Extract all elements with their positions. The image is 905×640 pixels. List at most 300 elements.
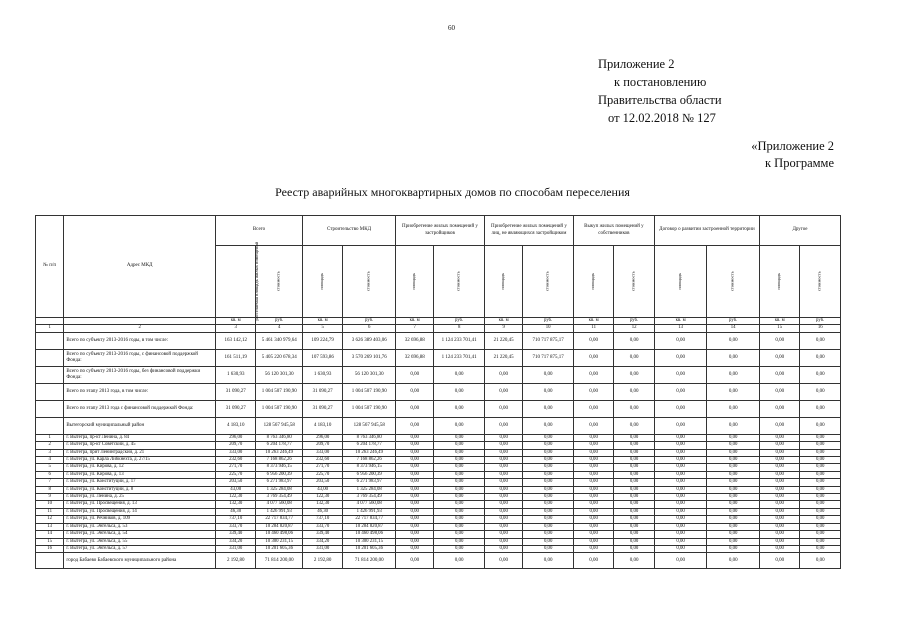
units-cell-empty xyxy=(64,318,216,325)
row-number: 3 xyxy=(36,449,64,456)
row-value: 0,00 xyxy=(573,523,613,530)
header-group-non-developers: Приобретение жилых помещений у лиц, не являющихся застройщиком xyxy=(484,216,573,246)
row-value: 0,00 xyxy=(614,545,654,552)
summary-row xyxy=(36,332,841,349)
row-value: 0,00 xyxy=(573,508,613,515)
summary-number-cell xyxy=(36,400,64,417)
appendix-header xyxy=(598,55,722,127)
summary-name: Всего по этапу 2013 года с финансовой поддержкой Фонда: xyxy=(64,400,216,417)
header-sub-area: площадь xyxy=(573,246,613,318)
summary-row xyxy=(36,417,841,434)
row-value: 0,00 xyxy=(654,442,707,449)
row-value: 0,00 xyxy=(484,479,522,486)
district-value: 0,00 xyxy=(654,553,707,569)
row-value: 10 263 246,49 xyxy=(256,449,303,456)
appendix-program xyxy=(746,138,834,172)
unit-cell: руб. xyxy=(434,318,485,325)
header-group-buyout: Выкуп жилых помещений у собственников xyxy=(573,216,654,246)
row-value: 0,00 xyxy=(434,434,485,441)
row-value: 0,00 xyxy=(759,494,799,501)
summary-value: 5 405 220 678,34 xyxy=(256,349,303,366)
row-value: 0,00 xyxy=(434,449,485,456)
summary-value: 0,00 xyxy=(484,417,522,434)
row-value: 0,00 xyxy=(434,471,485,478)
summary-value: 0,00 xyxy=(395,383,433,400)
summary-value: 3 626 389 403,06 xyxy=(343,332,396,349)
row-value: 0,00 xyxy=(654,464,707,471)
unit-cell: кв. м xyxy=(759,318,799,325)
summary-value: 0,00 xyxy=(484,400,522,417)
column-number-cell: 9 xyxy=(484,325,522,332)
column-number-cell: 6 xyxy=(343,325,396,332)
column-number-cell: 15 xyxy=(759,325,799,332)
row-value: 0,00 xyxy=(654,486,707,493)
summary-value: 3 570 269 101,76 xyxy=(343,349,396,366)
row-value: 737,10 xyxy=(302,516,342,523)
summary-value: 21 220,45 xyxy=(484,349,522,366)
summary-value: 0,00 xyxy=(434,400,485,417)
table-row xyxy=(36,545,841,552)
row-value: 0,00 xyxy=(484,494,522,501)
unit-cell: руб. xyxy=(800,318,841,325)
row-value: 1 426 991,93 xyxy=(343,508,396,515)
row-value: 0,00 xyxy=(484,486,522,493)
row-value: 0,00 xyxy=(395,538,433,545)
summary-value: 109 224,79 xyxy=(302,332,342,349)
unit-cell: кв. м xyxy=(484,318,522,325)
header-sub-area: площадь xyxy=(654,246,707,318)
row-value: 22 717 834,77 xyxy=(256,516,303,523)
table-row xyxy=(36,538,841,545)
summary-value: 0,00 xyxy=(759,417,799,434)
row-value: 0,00 xyxy=(573,457,613,464)
row-value: 0,00 xyxy=(800,486,841,493)
summary-value: 1 004 507 190,90 xyxy=(256,400,303,417)
summary-value: 0,00 xyxy=(707,349,760,366)
row-value: 0,00 xyxy=(573,486,613,493)
summary-value: 0,00 xyxy=(654,366,707,383)
row-address: г. Вытегра, ул. Ленина, д. 25 xyxy=(64,494,216,501)
row-value: 333,00 xyxy=(302,449,342,456)
row-value: 8 763 346,80 xyxy=(256,434,303,441)
row-value: 0,00 xyxy=(395,442,433,449)
appendix-program-line2: к Программе xyxy=(764,156,834,170)
row-value: 7 168 862,26 xyxy=(256,457,303,464)
row-value: 0,00 xyxy=(395,531,433,538)
row-value: 0,00 xyxy=(434,538,485,545)
header-group-construction: Строительство МКД xyxy=(302,216,395,246)
unit-cell: кв. м xyxy=(654,318,707,325)
district-value: 0,00 xyxy=(707,553,760,569)
header-sub-cost: стоимость xyxy=(434,246,485,318)
row-address: г. Вытегра, ул. Кирова, д. 13 xyxy=(64,471,216,478)
header-number: № п/п xyxy=(36,216,64,318)
row-address: г. Вытегра, ул. Карла Либкнехта, д. 27/15 xyxy=(64,457,216,464)
summary-value: 1 004 507 190,90 xyxy=(343,383,396,400)
column-number-cell: 12 xyxy=(614,325,654,332)
column-number-cell: 13 xyxy=(654,325,707,332)
row-value: 0,00 xyxy=(707,479,760,486)
row-address: г. Вытегра, ул. Энгельса, д. 54 xyxy=(64,531,216,538)
row-value: 737,10 xyxy=(215,516,255,523)
row-value: 0,00 xyxy=(523,457,574,464)
row-value: 0,00 xyxy=(614,479,654,486)
summary-value: 0,00 xyxy=(800,332,841,349)
header-sub-area-total: расселяемая площадь жилых помещений xyxy=(215,246,255,318)
appendix-line4: от 12.02.2018 № 127 xyxy=(608,111,716,125)
registry-table xyxy=(35,215,841,569)
summary-value: 0,00 xyxy=(614,383,654,400)
header-sub-cost-total: стоимость xyxy=(256,246,303,318)
row-value: 0,00 xyxy=(484,471,522,478)
column-number-cell: 8 xyxy=(434,325,485,332)
district-value: 0,00 xyxy=(434,553,485,569)
row-value: 132,30 xyxy=(215,501,255,508)
summary-value: 0,00 xyxy=(707,332,760,349)
row-value: 3 769 354,49 xyxy=(256,494,303,501)
row-value: 0,00 xyxy=(395,471,433,478)
row-value: 0,00 xyxy=(654,508,707,515)
row-value: 0,00 xyxy=(614,442,654,449)
row-value: 0,00 xyxy=(573,545,613,552)
summary-value: 107 593,86 xyxy=(302,349,342,366)
table-row xyxy=(36,531,841,538)
row-value: 0,00 xyxy=(614,523,654,530)
row-value: 10 263 246,49 xyxy=(343,449,396,456)
summary-value: 56 120 301,30 xyxy=(256,366,303,383)
unit-cell: руб. xyxy=(523,318,574,325)
row-value: 0,00 xyxy=(484,545,522,552)
summary-value: 0,00 xyxy=(614,400,654,417)
row-value: 0,00 xyxy=(573,471,613,478)
row-value: 0,00 xyxy=(800,538,841,545)
row-value: 1 325 284,08 xyxy=(256,486,303,493)
row-value: 0,00 xyxy=(759,449,799,456)
row-value: 0,00 xyxy=(654,434,707,441)
table-row xyxy=(36,501,841,508)
summary-value: 1 124 233 701,41 xyxy=(434,332,485,349)
summary-value: 0,00 xyxy=(800,366,841,383)
column-number-cell: 3 xyxy=(215,325,255,332)
header-sub-cost: стоимость xyxy=(343,246,396,318)
row-value: 0,00 xyxy=(654,494,707,501)
summary-value: 0,00 xyxy=(759,366,799,383)
row-value: 0,00 xyxy=(654,457,707,464)
summary-value: 32 696,88 xyxy=(395,332,433,349)
table-row xyxy=(36,442,841,449)
row-value: 0,00 xyxy=(654,501,707,508)
table-row xyxy=(36,516,841,523)
row-value: 0,00 xyxy=(759,464,799,471)
row-value: 0,00 xyxy=(707,434,760,441)
summary-row xyxy=(36,400,841,417)
row-value: 43,00 xyxy=(215,486,255,493)
header-group-development: Договор о развитии застроенной территории xyxy=(654,216,759,246)
summary-value: 31 090,27 xyxy=(302,383,342,400)
row-value: 10 460 498,06 xyxy=(256,531,303,538)
table-row xyxy=(36,434,841,441)
row-value: 0,00 xyxy=(395,449,433,456)
row-value: 271,70 xyxy=(302,464,342,471)
row-value: 0,00 xyxy=(654,545,707,552)
summary-value: 1 630,93 xyxy=(302,366,342,383)
unit-cell: кв. м xyxy=(573,318,613,325)
row-value: 331,00 xyxy=(302,545,342,552)
row-address: г. Вытегра, ул. Просвещения, д. 14 xyxy=(64,508,216,515)
row-value: 0,00 xyxy=(614,538,654,545)
summary-value: 1 630,93 xyxy=(215,366,255,383)
row-value: 0,00 xyxy=(434,442,485,449)
row-value: 6 204 178,77 xyxy=(256,442,303,449)
row-value: 0,00 xyxy=(800,442,841,449)
row-value: 0,00 xyxy=(434,457,485,464)
row-value: 0,00 xyxy=(614,449,654,456)
row-value: 0,00 xyxy=(614,486,654,493)
summary-value: 710 717 875,17 xyxy=(523,349,574,366)
district-value: 0,00 xyxy=(484,553,522,569)
row-value: 46,30 xyxy=(302,508,342,515)
table-row xyxy=(36,464,841,471)
row-value: 0,00 xyxy=(395,508,433,515)
row-value: 10 201 605,36 xyxy=(256,545,303,552)
row-value: 0,00 xyxy=(434,516,485,523)
row-value: 132,30 xyxy=(302,501,342,508)
row-value: 0,00 xyxy=(523,516,574,523)
row-value: 0,00 xyxy=(573,501,613,508)
row-value: 232,60 xyxy=(215,457,255,464)
row-value: 0,00 xyxy=(707,545,760,552)
row-value: 122,30 xyxy=(302,494,342,501)
row-value: 0,00 xyxy=(759,479,799,486)
row-value: 0,00 xyxy=(573,434,613,441)
row-value: 0,00 xyxy=(707,449,760,456)
row-number: 13 xyxy=(36,523,64,530)
row-value: 0,00 xyxy=(573,494,613,501)
row-value: 0,00 xyxy=(395,516,433,523)
summary-value: 0,00 xyxy=(759,332,799,349)
row-address: г. Вытегра, ул. Конституции, д. 8 xyxy=(64,486,216,493)
district-name: город Бабаево Бабаевского муниципального района xyxy=(64,553,216,569)
summary-value: 1 004 507 190,90 xyxy=(256,383,303,400)
row-value: 0,00 xyxy=(800,508,841,515)
row-value: 333,70 xyxy=(215,523,255,530)
row-value: 0,00 xyxy=(800,516,841,523)
row-value: 339,40 xyxy=(302,531,342,538)
row-value: 0,00 xyxy=(395,457,433,464)
unit-cell: кв. м xyxy=(215,318,255,325)
row-value: 46,30 xyxy=(215,508,255,515)
row-value: 0,00 xyxy=(759,516,799,523)
summary-name: Всего по субъекту 2013-2016 годы, с финансовой поддержкой Фонда: xyxy=(64,349,216,366)
row-value: 0,00 xyxy=(654,523,707,530)
row-value: 0,00 xyxy=(759,501,799,508)
summary-value: 710 717 875,17 xyxy=(523,332,574,349)
row-value: 6 956 200,39 xyxy=(256,471,303,478)
row-value: 0,00 xyxy=(614,457,654,464)
row-value: 0,00 xyxy=(434,545,485,552)
row-value: 0,00 xyxy=(484,516,522,523)
row-value: 334,20 xyxy=(302,538,342,545)
row-value: 6 204 178,77 xyxy=(343,442,396,449)
row-value: 0,00 xyxy=(707,501,760,508)
summary-value: 0,00 xyxy=(614,349,654,366)
unit-cell: руб. xyxy=(343,318,396,325)
row-value: 10 460 498,06 xyxy=(343,531,396,538)
appendix-line1: Приложение 2 xyxy=(598,57,675,71)
row-value: 122,30 xyxy=(215,494,255,501)
row-value: 0,00 xyxy=(759,442,799,449)
row-value: 10 284 820,87 xyxy=(343,523,396,530)
row-number: 14 xyxy=(36,531,64,538)
row-value: 0,00 xyxy=(484,508,522,515)
header-sub-area: площадь xyxy=(484,246,522,318)
summary-value: 0,00 xyxy=(707,417,760,434)
row-value: 0,00 xyxy=(523,538,574,545)
row-value: 339,40 xyxy=(215,531,255,538)
header-group-total: Всего xyxy=(215,216,302,246)
row-value: 225,70 xyxy=(302,471,342,478)
district-value: 0,00 xyxy=(395,553,433,569)
row-address: г. Вытегра, ул. Кирова, д. 12 xyxy=(64,464,216,471)
summary-value: 0,00 xyxy=(573,400,613,417)
summary-value: 0,00 xyxy=(434,417,485,434)
row-value: 333,70 xyxy=(302,523,342,530)
row-value: 10 284 820,87 xyxy=(256,523,303,530)
row-value: 0,00 xyxy=(614,494,654,501)
row-value: 10 300 231,15 xyxy=(256,538,303,545)
summary-value: 0,00 xyxy=(573,349,613,366)
table-row xyxy=(36,486,841,493)
summary-value: 128 567 945,58 xyxy=(343,417,396,434)
summary-value: 0,00 xyxy=(654,332,707,349)
row-value: 0,00 xyxy=(614,464,654,471)
summary-value: 0,00 xyxy=(523,417,574,434)
summary-value: 0,00 xyxy=(573,417,613,434)
district-value: 0,00 xyxy=(573,553,613,569)
summary-value: 0,00 xyxy=(573,366,613,383)
row-value: 0,00 xyxy=(800,523,841,530)
district-summary-row xyxy=(36,553,841,569)
row-value: 271,70 xyxy=(215,464,255,471)
summary-value: 0,00 xyxy=(614,417,654,434)
row-value: 0,00 xyxy=(800,494,841,501)
row-value: 333,00 xyxy=(215,449,255,456)
row-address: г. Вытегра, ул. Энгельса, д. 55 xyxy=(64,538,216,545)
row-value: 10 300 231,15 xyxy=(343,538,396,545)
summary-value: 0,00 xyxy=(523,400,574,417)
row-value: 203,50 xyxy=(215,479,255,486)
summary-number-cell xyxy=(36,366,64,383)
summary-name: Всего по этапу 2013 года, в том числе: xyxy=(64,383,216,400)
summary-value: 4 183,10 xyxy=(302,417,342,434)
summary-value: 0,00 xyxy=(573,332,613,349)
summary-value: 0,00 xyxy=(614,366,654,383)
row-value: 10 201 605,36 xyxy=(343,545,396,552)
district-value: 2 192,80 xyxy=(215,553,255,569)
row-value: 4 077 560,08 xyxy=(343,501,396,508)
row-value: 8 763 346,80 xyxy=(343,434,396,441)
row-value: 0,00 xyxy=(800,457,841,464)
row-number: 5 xyxy=(36,464,64,471)
row-value: 0,00 xyxy=(395,464,433,471)
row-value: 4 077 560,08 xyxy=(256,501,303,508)
header-sub-cost: стоимость xyxy=(800,246,841,318)
row-address: г. Вытегра, ул. Речников, д. 109 xyxy=(64,516,216,523)
appendix-line2: к постановлению xyxy=(614,75,707,89)
row-value: 0,00 xyxy=(573,531,613,538)
row-value: 0,00 xyxy=(523,479,574,486)
row-value: 0,00 xyxy=(434,479,485,486)
row-value: 0,00 xyxy=(759,508,799,515)
summary-value: 0,00 xyxy=(434,366,485,383)
district-value: 0,00 xyxy=(523,553,574,569)
row-value: 0,00 xyxy=(484,464,522,471)
row-value: 0,00 xyxy=(573,464,613,471)
row-value: 0,00 xyxy=(573,442,613,449)
row-value: 334,20 xyxy=(215,538,255,545)
row-value: 3 769 354,49 xyxy=(343,494,396,501)
row-value: 232,60 xyxy=(302,457,342,464)
row-value: 209,70 xyxy=(302,442,342,449)
appendix-line3: Правительства области xyxy=(598,93,722,107)
row-value: 0,00 xyxy=(573,516,613,523)
row-value: 1 325 284,08 xyxy=(343,486,396,493)
district-value: 0,00 xyxy=(800,553,841,569)
row-value: 203,50 xyxy=(302,479,342,486)
row-number: 16 xyxy=(36,545,64,552)
summary-value: 0,00 xyxy=(759,349,799,366)
row-value: 0,00 xyxy=(484,531,522,538)
header-address: Адрес МКД xyxy=(64,216,216,318)
row-value: 0,00 xyxy=(654,538,707,545)
row-value: 6 956 200,39 xyxy=(343,471,396,478)
summary-name: Всего по субъекту 2013-2016 годы, без финансовой поддержки Фонда: xyxy=(64,366,216,383)
column-number-cell: 7 xyxy=(395,325,433,332)
row-number: 7 xyxy=(36,479,64,486)
district-value: 2 192,80 xyxy=(302,553,342,569)
row-value: 0,00 xyxy=(614,508,654,515)
row-value: 0,00 xyxy=(395,479,433,486)
column-number-cell: 1 xyxy=(36,325,64,332)
table-row xyxy=(36,457,841,464)
row-value: 0,00 xyxy=(395,494,433,501)
row-address: г. Вытегра, ул. Просвещения, д. 13 xyxy=(64,501,216,508)
row-value: 0,00 xyxy=(707,486,760,493)
column-number-cell: 14 xyxy=(707,325,760,332)
row-value: 0,00 xyxy=(434,508,485,515)
row-value: 0,00 xyxy=(434,464,485,471)
row-value: 0,00 xyxy=(573,479,613,486)
summary-value: 0,00 xyxy=(707,400,760,417)
row-value: 0,00 xyxy=(654,531,707,538)
row-value: 1 426 991,93 xyxy=(256,508,303,515)
summary-value: 0,00 xyxy=(484,383,522,400)
row-value: 0,00 xyxy=(484,442,522,449)
row-value: 0,00 xyxy=(759,486,799,493)
row-value: 0,00 xyxy=(707,494,760,501)
summary-value: 0,00 xyxy=(800,417,841,434)
summary-value: 0,00 xyxy=(707,366,760,383)
row-address: г. Вытегра, ул. Энгельса, д. 53 xyxy=(64,523,216,530)
row-value: 0,00 xyxy=(707,508,760,515)
summary-value: 0,00 xyxy=(759,383,799,400)
row-value: 0,00 xyxy=(800,471,841,478)
row-value: 0,00 xyxy=(523,464,574,471)
row-address: г. Вытегра, пр-кт Ленина, д. 84 xyxy=(64,434,216,441)
summary-value: 32 696,88 xyxy=(395,349,433,366)
summary-value: 56 120 301,30 xyxy=(343,366,396,383)
row-value: 296,00 xyxy=(215,434,255,441)
